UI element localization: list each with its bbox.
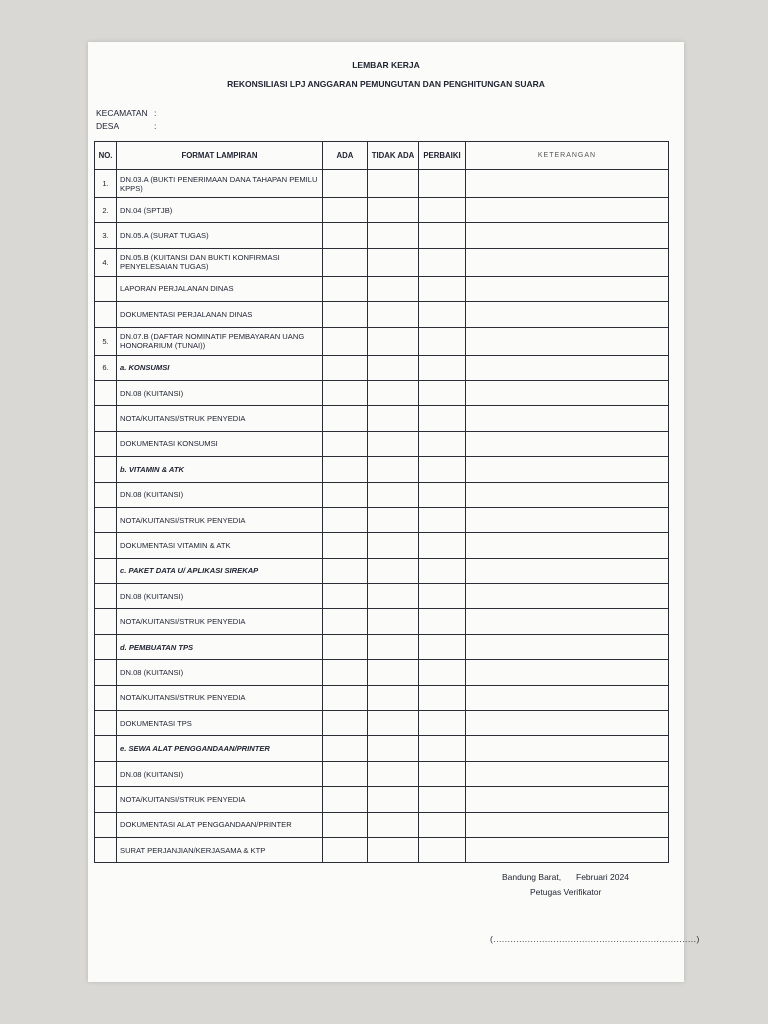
ada-cell[interactable] <box>323 533 368 558</box>
document-subtitle: REKONSILIASI LPJ ANGGARAN PEMUNGUTAN DAN PENGHITUNGAN SUARA <box>227 79 545 89</box>
tidak-ada-cell[interactable] <box>368 507 419 532</box>
attachment-label: DN.05.A (SURAT TUGAS) <box>117 223 323 248</box>
ada-cell[interactable] <box>323 761 368 786</box>
keterangan-cell[interactable] <box>466 609 669 634</box>
attachment-label: DN.03.A (BUKTI PENERIMAAN DANA TAHAPAN PEMILU KPPS) <box>117 170 323 198</box>
table-row <box>95 223 669 248</box>
signature-line: (.......................................................................) <box>490 934 700 944</box>
row-number <box>95 431 117 456</box>
attachment-label: LAPORAN PERJALANAN DINAS <box>117 276 323 301</box>
perbaiki-cell[interactable] <box>419 406 466 431</box>
row-number <box>95 711 117 736</box>
attachment-label: c. PAKET DATA U/ APLIKASI SIREKAP <box>117 558 323 583</box>
attachment-label: DN.05.B (KUITANSI DAN BUKTI KONFIRMASI PENYELESAIAN TUGAS) <box>117 248 323 276</box>
keterangan-cell[interactable] <box>466 761 669 786</box>
table-row <box>95 457 669 482</box>
keterangan-cell[interactable] <box>466 736 669 761</box>
checklist-table <box>94 141 669 863</box>
table-row <box>95 634 669 659</box>
perbaiki-cell[interactable] <box>419 355 466 380</box>
perbaiki-cell[interactable] <box>419 533 466 558</box>
attachment-label: NOTA/KUITANSI/STRUK PENYEDIA <box>117 787 323 812</box>
keterangan-cell[interactable] <box>466 634 669 659</box>
keterangan-cell[interactable] <box>466 302 669 327</box>
perbaiki-cell[interactable] <box>419 380 466 405</box>
desa-line <box>96 121 156 131</box>
perbaiki-cell[interactable] <box>419 170 466 198</box>
attachment-label: DN.08 (KUITANSI) <box>117 660 323 685</box>
perbaiki-cell[interactable] <box>419 584 466 609</box>
tidak-ada-cell[interactable] <box>368 457 419 482</box>
table-row <box>95 406 669 431</box>
ada-cell[interactable] <box>323 482 368 507</box>
attachment-label: DOKUMENTASI ALAT PENGGANDAAN/PRINTER <box>117 812 323 837</box>
row-number: 2. <box>95 198 117 223</box>
row-number <box>95 660 117 685</box>
table-row <box>95 787 669 812</box>
row-number <box>95 609 117 634</box>
attachment-label: SURAT PERJANJIAN/KERJASAMA & KTP <box>117 837 323 862</box>
ada-cell[interactable] <box>323 711 368 736</box>
row-number: 4. <box>95 248 117 276</box>
perbaiki-cell[interactable] <box>419 660 466 685</box>
row-number: 1. <box>95 170 117 198</box>
ada-cell[interactable] <box>323 302 368 327</box>
table-row <box>95 276 669 301</box>
keterangan-cell[interactable] <box>466 660 669 685</box>
ada-cell[interactable] <box>323 170 368 198</box>
perbaiki-cell[interactable] <box>419 248 466 276</box>
kecamatan-separator: : <box>154 108 157 118</box>
ada-cell[interactable] <box>323 355 368 380</box>
ada-cell[interactable] <box>323 558 368 583</box>
row-number <box>95 761 117 786</box>
row-number <box>95 406 117 431</box>
perbaiki-cell[interactable] <box>419 558 466 583</box>
ada-cell[interactable] <box>323 507 368 532</box>
attachment-label: DOKUMENTASI VITAMIN & ATK <box>117 533 323 558</box>
tidak-ada-cell[interactable] <box>368 198 419 223</box>
row-number <box>95 634 117 659</box>
attachment-label: NOTA/KUITANSI/STRUK PENYEDIA <box>117 406 323 431</box>
attachment-label: DOKUMENTASI KONSUMSI <box>117 431 323 456</box>
column-header-keterangan: KETERANGAN <box>466 142 669 170</box>
keterangan-cell[interactable] <box>466 812 669 837</box>
tidak-ada-cell[interactable] <box>368 170 419 198</box>
table-header-row <box>95 142 669 170</box>
table-row <box>95 736 669 761</box>
perbaiki-cell[interactable] <box>419 787 466 812</box>
table-row <box>95 431 669 456</box>
table-row <box>95 482 669 507</box>
ada-cell[interactable] <box>323 327 368 355</box>
row-number <box>95 302 117 327</box>
ada-cell[interactable] <box>323 198 368 223</box>
ada-cell[interactable] <box>323 223 368 248</box>
ada-cell[interactable] <box>323 457 368 482</box>
keterangan-cell[interactable] <box>466 457 669 482</box>
table-row <box>95 327 669 355</box>
column-header-perbaiki: PERBAIKI <box>419 142 466 170</box>
ada-cell[interactable] <box>323 584 368 609</box>
tidak-ada-cell[interactable] <box>368 223 419 248</box>
document-title: LEMBAR KERJA <box>352 60 420 70</box>
table-row <box>95 837 669 862</box>
keterangan-cell[interactable] <box>466 170 669 198</box>
keterangan-cell[interactable] <box>466 380 669 405</box>
kecamatan-label: KECAMATAN <box>96 108 148 118</box>
attachment-label: DN.08 (KUITANSI) <box>117 380 323 405</box>
ada-cell[interactable] <box>323 685 368 710</box>
perbaiki-cell[interactable] <box>419 812 466 837</box>
column-header-ada: ADA <box>323 142 368 170</box>
ada-cell[interactable] <box>323 609 368 634</box>
row-number <box>95 380 117 405</box>
table-row <box>95 533 669 558</box>
row-number: 6. <box>95 355 117 380</box>
table-row <box>95 584 669 609</box>
tidak-ada-cell[interactable] <box>368 685 419 710</box>
keterangan-cell[interactable] <box>466 787 669 812</box>
perbaiki-cell[interactable] <box>419 711 466 736</box>
row-number <box>95 457 117 482</box>
column-header-tidak-ada: TIDAK ADA <box>368 142 419 170</box>
ada-cell[interactable] <box>323 634 368 659</box>
tidak-ada-cell[interactable] <box>368 406 419 431</box>
keterangan-cell[interactable] <box>466 198 669 223</box>
tidak-ada-cell[interactable] <box>368 711 419 736</box>
signature-role: Petugas Verifikator <box>530 887 602 897</box>
tidak-ada-cell[interactable] <box>368 634 419 659</box>
keterangan-cell[interactable] <box>466 355 669 380</box>
table-row <box>95 355 669 380</box>
row-number <box>95 558 117 583</box>
tidak-ada-cell[interactable] <box>368 302 419 327</box>
attachment-label: DOKUMENTASI PERJALANAN DINAS <box>117 302 323 327</box>
tidak-ada-cell[interactable] <box>368 787 419 812</box>
row-number <box>95 812 117 837</box>
keterangan-cell[interactable] <box>466 711 669 736</box>
tidak-ada-cell[interactable] <box>368 660 419 685</box>
table-row <box>95 248 669 276</box>
tidak-ada-cell[interactable] <box>368 584 419 609</box>
table-row <box>95 711 669 736</box>
ada-cell[interactable] <box>323 812 368 837</box>
table-row <box>95 380 669 405</box>
keterangan-cell[interactable] <box>466 406 669 431</box>
table-row <box>95 170 669 198</box>
row-number <box>95 685 117 710</box>
column-header-no: NO. <box>95 142 117 170</box>
perbaiki-cell[interactable] <box>419 634 466 659</box>
table-row <box>95 558 669 583</box>
perbaiki-cell[interactable] <box>419 302 466 327</box>
ada-cell[interactable] <box>323 431 368 456</box>
ada-cell[interactable] <box>323 660 368 685</box>
table-body <box>95 170 669 863</box>
keterangan-cell[interactable] <box>466 837 669 862</box>
perbaiki-cell[interactable] <box>419 761 466 786</box>
ada-cell[interactable] <box>323 248 368 276</box>
tidak-ada-cell[interactable] <box>368 837 419 862</box>
tidak-ada-cell[interactable] <box>368 355 419 380</box>
attachment-label: d. PEMBUATAN TPS <box>117 634 323 659</box>
perbaiki-cell[interactable] <box>419 837 466 862</box>
table-row <box>95 761 669 786</box>
ada-cell[interactable] <box>323 406 368 431</box>
keterangan-cell[interactable] <box>466 584 669 609</box>
tidak-ada-cell[interactable] <box>368 558 419 583</box>
attachment-label: b. VITAMIN & ATK <box>117 457 323 482</box>
perbaiki-cell[interactable] <box>419 223 466 248</box>
perbaiki-cell[interactable] <box>419 276 466 301</box>
row-number <box>95 837 117 862</box>
perbaiki-cell[interactable] <box>419 685 466 710</box>
tidak-ada-cell[interactable] <box>368 327 419 355</box>
row-number <box>95 276 117 301</box>
attachment-label: DN.08 (KUITANSI) <box>117 761 323 786</box>
perbaiki-cell[interactable] <box>419 736 466 761</box>
tidak-ada-cell[interactable] <box>368 276 419 301</box>
ada-cell[interactable] <box>323 380 368 405</box>
keterangan-cell[interactable] <box>466 431 669 456</box>
ada-cell[interactable] <box>323 837 368 862</box>
attachment-label: e. SEWA ALAT PENGGANDAAN/PRINTER <box>117 736 323 761</box>
table-row <box>95 812 669 837</box>
row-number: 3. <box>95 223 117 248</box>
table-row <box>95 507 669 532</box>
row-number <box>95 507 117 532</box>
attachment-label: NOTA/KUITANSI/STRUK PENYEDIA <box>117 609 323 634</box>
row-number <box>95 482 117 507</box>
tidak-ada-cell[interactable] <box>368 533 419 558</box>
perbaiki-cell[interactable] <box>419 482 466 507</box>
keterangan-cell[interactable] <box>466 507 669 532</box>
tidak-ada-cell[interactable] <box>368 609 419 634</box>
table-row <box>95 660 669 685</box>
perbaiki-cell[interactable] <box>419 198 466 223</box>
tidak-ada-cell[interactable] <box>368 482 419 507</box>
perbaiki-cell[interactable] <box>419 431 466 456</box>
keterangan-cell[interactable] <box>466 482 669 507</box>
keterangan-cell[interactable] <box>466 223 669 248</box>
column-header-format-lampiran: FORMAT LAMPIRAN <box>117 142 323 170</box>
desa-separator: : <box>154 121 157 131</box>
keterangan-cell[interactable] <box>466 248 669 276</box>
tidak-ada-cell[interactable] <box>368 431 419 456</box>
document-page <box>88 42 700 982</box>
perbaiki-cell[interactable] <box>419 327 466 355</box>
keterangan-cell[interactable] <box>466 533 669 558</box>
signature-date: Februari 2024 <box>576 872 629 882</box>
tidak-ada-cell[interactable] <box>368 736 419 761</box>
keterangan-cell[interactable] <box>466 558 669 583</box>
attachment-label: NOTA/KUITANSI/STRUK PENYEDIA <box>117 685 323 710</box>
tidak-ada-cell[interactable] <box>368 812 419 837</box>
attachment-label: DN.08 (KUITANSI) <box>117 482 323 507</box>
table-row <box>95 685 669 710</box>
attachment-label: DN.07.B (DAFTAR NOMINATIF PEMBAYARAN UANG HONORARIUM (TUNAI)) <box>117 327 323 355</box>
tidak-ada-cell[interactable] <box>368 761 419 786</box>
attachment-label: DOKUMENTASI TPS <box>117 711 323 736</box>
keterangan-cell[interactable] <box>466 327 669 355</box>
keterangan-cell[interactable] <box>466 276 669 301</box>
attachment-label: DN.04 (SPTJB) <box>117 198 323 223</box>
tidak-ada-cell[interactable] <box>368 380 419 405</box>
perbaiki-cell[interactable] <box>419 457 466 482</box>
table-row <box>95 609 669 634</box>
table-row <box>95 198 669 223</box>
tidak-ada-cell[interactable] <box>368 248 419 276</box>
signature-place: Bandung Barat, <box>502 872 562 882</box>
row-number <box>95 584 117 609</box>
keterangan-cell[interactable] <box>466 685 669 710</box>
ada-cell[interactable] <box>323 736 368 761</box>
row-number <box>95 787 117 812</box>
attachment-label: DN.08 (KUITANSI) <box>117 584 323 609</box>
row-number <box>95 533 117 558</box>
attachment-label: a. KONSUMSI <box>117 355 323 380</box>
perbaiki-cell[interactable] <box>419 507 466 532</box>
table-row <box>95 302 669 327</box>
attachment-label: NOTA/KUITANSI/STRUK PENYEDIA <box>117 507 323 532</box>
row-number: 5. <box>95 327 117 355</box>
row-number <box>95 736 117 761</box>
perbaiki-cell[interactable] <box>419 609 466 634</box>
ada-cell[interactable] <box>323 787 368 812</box>
ada-cell[interactable] <box>323 276 368 301</box>
kecamatan-line <box>96 108 156 118</box>
desa-label: DESA <box>96 121 120 131</box>
